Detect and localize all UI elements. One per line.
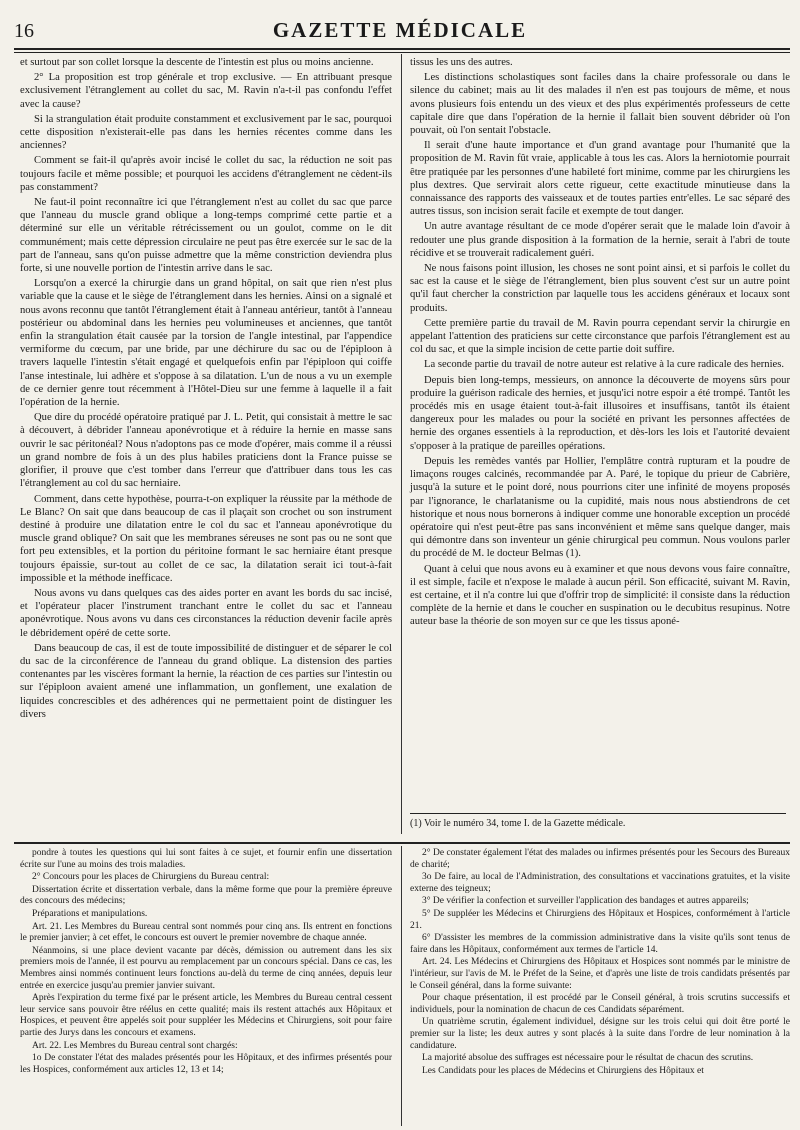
section-rule	[14, 842, 790, 844]
paragraph: tissus les uns des autres.	[410, 57, 513, 68]
paragraph: 6° D'assister les membres de la commission administrative dans la visite qu'ils sont tenus de faire dans les Hôpitaux, conformément aux termes de l'article 14.	[410, 933, 790, 955]
right-column	[410, 56, 790, 631]
paragraph: La majorité absolue des suffrages est nécessaire pour le résultat de chacun des scrutins.	[422, 1053, 754, 1064]
paragraph: Dissertation écrite et dissertation verbale, dans la même forme que pour la première épreuve des concours des médecins;	[20, 884, 392, 907]
paragraph: Un autre avantage résultant de ce mode d'opérer serait que le malade loin d'avoir à redouter une plus grande disposition à la formation de la hernie, serait à l'abri de toute récidive et se trouverait radicalement guéri.	[410, 221, 790, 259]
paragraph: et surtout par son collet lorsque la descente de l'intestin est plus ou moins ancienne.	[20, 57, 374, 68]
paragraph: 3o De faire, au local de l'Administration, des consultations et vaccinations gratuites, et la visite externe des teigneux;	[410, 872, 790, 894]
footnote-rule	[410, 813, 786, 814]
left-column	[20, 56, 392, 723]
paragraph: Les Candidats pour les places de Médecins et Chirurgiens des Hôpitaux et	[422, 1065, 704, 1076]
paragraph: Depuis les remèdes vantés par Hollier, l'emplâtre contrà rupturam et la poudre de limaçons rouges calcinés, recommandée par A. Paré, le topique du prieur de Cabrière, jusqu'à la suture et le point doré, nous pourrions citer une infinité de moyens proposés par l'ignorance, le charlatanisme ou la cupidité, mais nous nous abstiendrons de cet historique et nous nous bornerons à indiquer comme une honorable exception un procédé opératoire qui n'est peut-être pas sans inconvénient et même sans quelque danger, mais qui démontre dans son inventeur un génie chirurgical peu commun. Nous voulons parler du procédé de M. le docteur Belmas (1).	[410, 455, 790, 560]
paragraph: Dans beaucoup de cas, il est de toute impossibilité de distinguer et de séparer le col du sac de la circonférence de l'anneau du grand oblique. La distension des parties contenantes par les viscères formant la hernie, la réaction de ces parties sur l'intestin ou sur l'épiploon avaient amené une inflammation, un gonflement, une exalation de liquides concrescibles et des adhérences qui ne permettaient point de distinguer les divers	[20, 642, 392, 720]
paragraph: Art. 24. Les Médecins et Chirurgiens des Hôpitaux et Hospices sont nommés par le ministre de l'intérieur, sur l'avis de M. le Préfet de la Seine, et d'après une liste de trois candidats présentés par le Conseil général, dans la forme suivante:	[410, 957, 790, 991]
paragraph: Que dire du procédé opératoire pratiqué par J. L. Petit, qui consistait à mettre le sac à découvert, à débrider l'anneau aponévrotique et à réduire la hernie en masse sans ouvrir le sac péritonéal? Nous n'adoptons pas ce mode d'opérer, mais comme il a réussi un grand nombre de fois à un des plus habiles praticiens dont la France puisse se glorifier, il prouve que c'est tomber dans l'erreur que d'attribuer dans tous les cas l'étranglement au col du sac herniaire.	[20, 412, 392, 490]
paragraph: Art. 22. Les Membres du Bureau central sont chargés:	[32, 1040, 238, 1051]
paragraph: Nous avons vu dans quelques cas des aides porter en avant les bords du sac incisé, et l'opérateur placer l'instrument tranchant entre le collet du sac et l'anneau aponévrotique. Nous avons vu dans ces circonstances la réduction devenir facile après le débridement opéré de cette sorte.	[20, 587, 392, 639]
paragraph: Comment se fait-il qu'après avoir incisé le collet du sac, la réduction ne soit pas toujours facile et même possible; et pourquoi les accidens d'étranglement ne cèdent-ils pas constamment?	[20, 155, 392, 193]
paragraph: Lorsqu'on a exercé la chirurgie dans un grand hôpital, on sait que rien n'est plus variable que la cause et le siège de l'étranglement dans les hernies. Ainsi on a signalé et nous avons reconnu que tantôt l'étranglement était à l'anneau antérieur, tantôt à l'anneau postérieur ou abdominal dans les hernies peu volumineuses et anciennes, que tantôt enfin la strangulation était causée par la torsion de l'angle intestinal, par l'appendice vermiforme du cœcum, par une bride, par une déchirure du sac ou de l'épiploon à travers laquelle l'intestin s'était engagé et quelquefois enfin par l'épiploon qui coiffe l'anse intestinale, lui adhère et s'oppose à sa dilatation. L'un de nous a vu un exemple de ce dernier genre tout récemment à l'Hôtel-Dieu sur une femme à laquelle il a fait l'opération de la hernie.	[20, 278, 392, 409]
paragraph: 2° Concours pour les places de Chirurgiens du Bureau central:	[32, 872, 270, 883]
paragraph: 2° De constater également l'état des malades ou infirmes présentés pour les Secours des Bureaux de charité;	[410, 848, 790, 870]
paragraph: 1o De constater l'état des malades présentés pour les Hôpitaux, et des infirmes présentés pour les Hospices, conformément aux articles 12, 13 et 14;	[20, 1053, 392, 1075]
paragraph: Un quatrième scrutin, également individuel, désigne sur les trois celui qui doit être porté le premier sur la liste; les deux autres y sont placés à la suite dans l'ordre de leur nomination à la candidature.	[410, 1017, 790, 1051]
paragraph: Quant à celui que nous avons eu à examiner et que nous devons vous faire connaître, il est simple, facile et n'expose le malade à aucun péril. Son efficacité, suivant M. Ravin, est certaine, et il n'a contre lui que d'offrir trop de simplicité: il consiste dans la réduction complète de la hernie et dans le coucher en suspination ou le decubitus resupinus. Notre auteur base la théorie de son moyen sur ce que les tissus aponé-	[410, 563, 790, 628]
bottom-right-column	[410, 848, 790, 1078]
paragraph: Comment, dans cette hypothèse, pourra-t-on expliquer la réussite par la méthode de Le Blanc? On sait que dans beaucoup de cas il plaçait son crochet ou son instrument destiné à produire une dilatation entre le col du sac et l'anneau aponévrotique du muscle grand oblique? On sait que les membranes séreuses ne sont pas ou ne sont que fort peu extensibles, et la portion du péritoine formant le sac herniaire étant presque toujours épaissie, sur-tout au collet de ce sac, la dilatation serait ici tout-à-fait impossible et la méthode inefficace.	[20, 493, 392, 584]
paragraph: Si la strangulation était produite constamment et exclusivement par le sac, pourquoi cette disposition n'existerait-elle pas dans les hernies récentes comme dans les anciennes?	[20, 113, 392, 152]
paragraph: Ne nous faisons point illusion, les choses ne sont point ainsi, et si parfois le collet du sac est la cause et le siège de l'étranglement, bien plus souvent c'est sur un autre point qu'il faut chercher la constriction par laquelle tous les accidens généraux et locaux sont produits.	[410, 263, 790, 314]
footnote: (1) Voir le numéro 34, tome I. de la Gazette médicale.	[410, 818, 626, 829]
header-rule-thin	[14, 52, 790, 53]
paragraph: 2° La proposition est trop générale et trop exclusive. — En attribuant presque exclusivement l'étranglement au collet du sac, M. Ravin n'a-t-il pas confondu l'effet avec la cause?	[20, 72, 392, 110]
paragraph: Cette première partie du travail de M. Ravin pourra cependant servir la chirurgie en appelant l'attention des praticiens sur cette circonstance que parfois l'étranglement est au col du sac, et que la simple incision de cette partie doit suffire.	[410, 317, 790, 356]
paragraph: Préparations et manipulations.	[32, 908, 148, 919]
paragraph: Il serait d'une haute importance et d'un grand avantage pour l'humanité que la proposition de M. Ravin fût vraie, applicable à tous les cas. Alors la herniotomie pourrait être pratiquée par les personnes d'une habileté fort minime, comme par les chirurgiens les plus dextres. Que servirait alors cette rigueur, cette exactitude minutieuse dans la connaissance des rapports des vaisseaux et de toutes parties entr'elles. Le sac séparé des autres tissus, son incision serait facile et exempte de tout danger.	[410, 140, 790, 218]
paragraph: Ne faut-il point reconnaître ici que l'étranglement n'est au collet du sac que parce que l'anneau du muscle grand oblique a long-temps comprimé cette partie et a déterminé sur elle un véritable rétrécissement ou un goulot, comme on le dit communément; mais cette dépression circulaire ne peut pas être exercée sur le sac de la part de l'anneau, sans qu'on puisse admettre que la même constriction deviendra plus forte, si une nouvelle portion de l'intestin arrive dans le sac.	[20, 197, 392, 275]
paragraph: La seconde partie du travail de notre auteur est relative à la cure radicale des hernies.	[424, 359, 785, 371]
page-number: 16	[14, 20, 34, 42]
paragraph: 3° De vérifier la confection et surveiller l'application des bandages et autres appareils;	[422, 896, 749, 907]
paragraph: 5° De suppléer les Médecins et Chirurgiens des Hôpitaux et Hospices, conformément à l'article 21.	[410, 908, 790, 931]
paragraph: Néanmoins, si une place devient vacante par décès, démission ou autrement dans les six premiers mois de l'année, il est pourvu au remplacement par un concours spécial. Dans ce cas, les Membres ainsi nommés continuent leurs fonctions au-delà du terme de cinq années, depuis leur entrée en exercice jusqu'au premier janvier suivant.	[20, 945, 392, 991]
bottom-left-column	[20, 848, 392, 1077]
column-divider	[401, 54, 402, 834]
paragraph: Depuis bien long-temps, messieurs, on annonce la découverte de moyens sûrs pour produire la guérison radicale des hernies, et jusqu'ici notre espoir a été trompé. Tantôt les procédés mis en usage étaient tout-à-fait illusoires et insuffisans, tantôt ils étaient dangereux pour les malades ou pour la société en privant les personnes affectées de hernie des organes essentiels à la reproduction, et dès-lors les lois et l'autorité devaient s'opposer à la pratique de pareilles opérations.	[410, 374, 790, 452]
bottom-column-divider	[401, 846, 402, 1126]
paragraph: Art. 21. Les Membres du Bureau central sont nommés pour cinq ans. Ils entrent en fonctions le premier janvier; à cet effet, le concours est ouvert le premier novembre de chaque année.	[20, 921, 392, 944]
journal-title: GAZETTE MÉDICALE	[272, 18, 528, 42]
header-rule	[14, 48, 790, 50]
paragraph: Après l'expiration du terme fixé par le présent article, les Membres du Bureau central cessent leur service sans pouvoir être réélus en cette qualité; mais ils restent attachés aux Hôpitaux et Hospices, et peuvent être appelés soit pour suppléer les Médecins et Chirurgiens, soit pour faire partie des Jurys dans les concours et examens.	[20, 993, 392, 1038]
paragraph: pondre à toutes les questions qui lui sont faites à ce sujet, et fournir enfin une dissertation écrite sur l'une au moins des trois maladies.	[20, 848, 392, 870]
paragraph: Pour chaque présentation, il est procédé par le Conseil général, à trois scrutins successifs et individuels, pour la nomination de chacun de ces Candidats séparément.	[410, 993, 790, 1015]
paragraph: Les distinctions scholastiques sont faciles dans la chaire professorale ou dans le silence du cabinet; mais au lit des malades il n'en est pas toujours de même, et nous avons plusieurs fois entendu un des vieux et des plus expérimentés professeurs de cette capitale dire que dans l'opération de la hernie il fallait bien souvent débrider où l'on pouvait, où l'on sentait l'obstacle.	[410, 72, 790, 137]
